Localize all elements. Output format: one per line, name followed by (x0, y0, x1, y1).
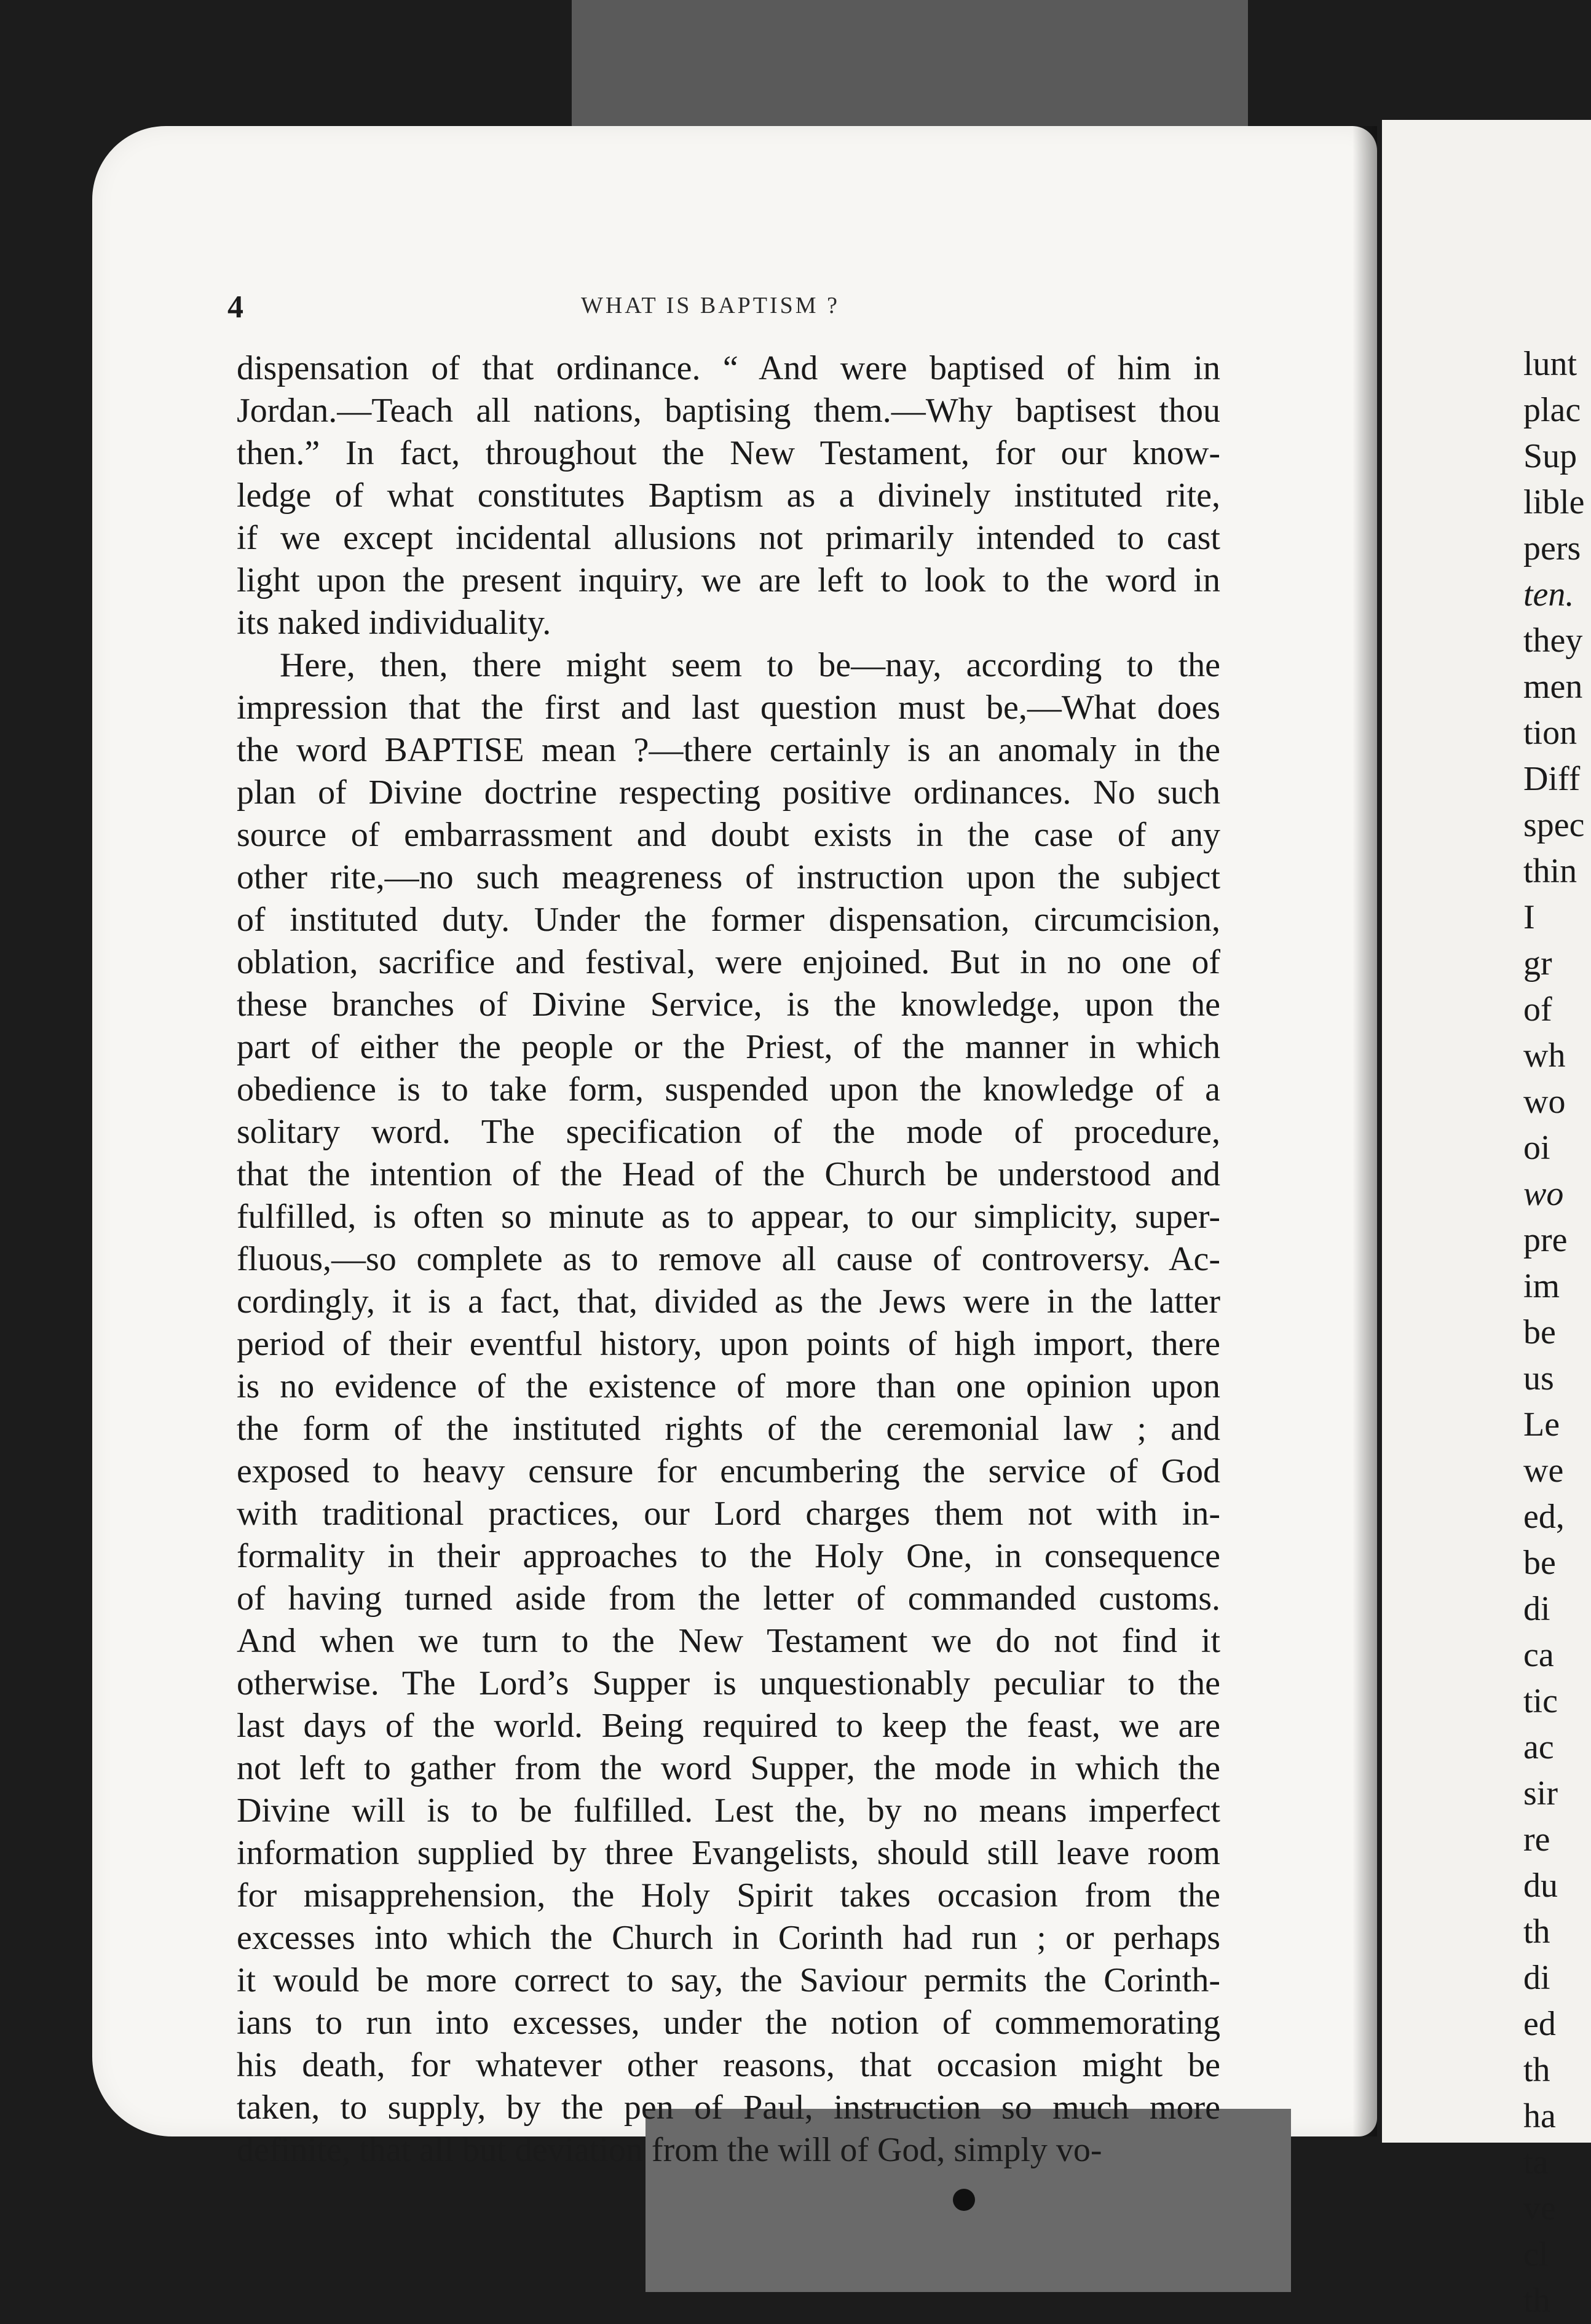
text-line: dispensation of that ordinance. “ And were baptised of him in (237, 349, 1220, 387)
text-line: period of their eventful history, upon points of high import, there (237, 1325, 1220, 1363)
right-page-fragment: of (1523, 990, 1552, 1029)
text-line: not left to gather from the word Supper, the mode in which the (237, 1749, 1220, 1787)
right-page-fragment: re (1523, 1820, 1550, 1859)
text-line: excesses into which the Church in Corinth had run ; or perhaps (237, 1919, 1220, 1957)
text-line: fulfilled, is often so minute as to appear, to our simplicity, super- (237, 1198, 1220, 1236)
right-page-fragment: wo (1523, 1083, 1566, 1121)
right-page-fragment: ac (1523, 1728, 1554, 1766)
right-page-fragment: sir (1523, 1774, 1558, 1812)
text-line: formality in their approaches to the Holy One, in consequence (237, 1537, 1220, 1575)
text-line: Jordan.—Teach all nations, baptising them.—Why baptisest thou (237, 392, 1220, 430)
running-head: WHAT IS BAPTISM ? (581, 293, 840, 318)
right-page-fragment: lible (1523, 483, 1585, 521)
page-number: 4 (227, 290, 243, 325)
body-text (237, 347, 1220, 2172)
text-line: ledge of what constitutes Baptism as a divinely instituted rite, (237, 476, 1220, 515)
right-page-fragment: oi (1523, 1129, 1550, 1167)
text-line: the word BAPTISE mean ?—there certainly is an anomaly in the (237, 731, 1220, 769)
right-page-fragment: im (1523, 1267, 1560, 1305)
right-page-fragment: ed, (1523, 1498, 1565, 1536)
right-page-fragment: th (1523, 2051, 1550, 2089)
right-page-fragment: pers (1523, 529, 1581, 567)
text-line: his death, for whatever other reasons, that occasion might be (237, 2046, 1220, 2084)
text-line: cordingly, it is a fact, that, divided as the Jews were in the latter (237, 1283, 1220, 1321)
right-page-fragment: th (1523, 2282, 1550, 2320)
right-page-fragment: I (1523, 898, 1535, 936)
page-gutter-shadow (1352, 126, 1377, 2136)
right-page-fragment: plac (1523, 391, 1581, 429)
text-line: its naked individuality. (237, 604, 551, 642)
text-line: these branches of Divine Service, is the knowledge, upon the (237, 986, 1220, 1024)
right-page-fragment: tic (1523, 1682, 1558, 1720)
text-line: otherwise. The Lord’s Supper is unquestionably peculiar to the (237, 1664, 1220, 1702)
text-line: exposed to heavy censure for encumbering the service of God (237, 1452, 1220, 1490)
text-line: obedience is to take form, suspended upon the knowledge of a (237, 1070, 1220, 1109)
text-line: oblation, sacrifice and festival, were enjoined. But in no one of (237, 943, 1220, 981)
text-line: with traditional practices, our Lord charges them not with in- (237, 1495, 1220, 1533)
right-page-fragment: thin (1523, 852, 1577, 890)
right-page-fragment: ha (1523, 2097, 1556, 2135)
film-strip-top (572, 0, 1248, 126)
right-page-fragment: us (1523, 1359, 1554, 1397)
right-page-fragment: ca (1523, 1636, 1554, 1674)
text-line: last days of the world. Being required to keep the feast, we are (237, 1707, 1220, 1745)
text-line: light upon the present inquiry, we are left to look to the word in (237, 561, 1220, 599)
text-line: of instituted duty. Under the former dispensation, circumcision, (237, 901, 1220, 939)
right-page-fragment: pre (1523, 1221, 1568, 1259)
text-line: of having turned aside from the letter of commanded customs. (237, 1579, 1220, 1618)
text-line: that the intention of the Head of the Church be understood and (237, 1155, 1220, 1193)
text-line: if we except incidental allusions not primarily intended to cast (237, 519, 1220, 557)
right-page-fragment: lunt (1523, 345, 1577, 383)
text-line: part of either the people or the Priest, of the manner in which (237, 1028, 1220, 1066)
right-page-fragment: be (1523, 1544, 1556, 1582)
right-page-fragment: Diff (1523, 760, 1581, 798)
right-page-text-fragments (1523, 341, 1591, 2324)
text-line: it would be more correct to say, the Saviour permits the Corinth- (237, 1961, 1220, 1999)
right-page-fragment: ta (1523, 2143, 1549, 2181)
text-line: is no evidence of the existence of more than one opinion upon (237, 1367, 1220, 1405)
right-page-fragment: gr (1523, 944, 1552, 982)
page-header (227, 277, 1236, 332)
text-line: fluous,—so complete as to remove all cause of controversy. Ac- (237, 1240, 1220, 1278)
text-line: plan of Divine doctrine respecting positive ordinances. No such (237, 773, 1220, 812)
right-page-fragment: wh (1523, 1037, 1566, 1075)
text-line: source of embarrassment and doubt exists in the case of any (237, 816, 1220, 854)
right-page-fragment: wo (1523, 1175, 1564, 1213)
right-page-fragment: we (1523, 1452, 1564, 1490)
text-line: solitary word. The specification of the mode of procedure, (237, 1113, 1220, 1151)
right-page-fragment: ten. (1523, 575, 1574, 614)
text-line: for misapprehension, the Holy Spirit takes occasion from the (237, 1876, 1220, 1915)
text-line: Here, then, there might seem to be—nay, according to the (280, 646, 1220, 684)
right-page-fragment: di (1523, 1959, 1550, 1997)
right-page-fragment: di (1523, 1590, 1550, 1628)
text-line: then.” In fact, throughout the New Testament, for our know- (237, 434, 1220, 472)
right-page-fragment: spec (1523, 806, 1585, 844)
right-page-fragment: Le (1523, 1405, 1560, 1444)
text-line: definite, that all but deviation from the will of God, simply vo- (237, 2131, 1102, 2169)
right-page-fragment: du (1523, 1867, 1558, 1905)
right-page-fragment: tion (1523, 714, 1577, 752)
right-page-fragment: th (1523, 1913, 1550, 1951)
right-page-fragment: ve (1523, 2189, 1556, 2227)
right-page-fragment: men (1523, 668, 1583, 706)
right-page-fragment: ed (1523, 2005, 1556, 2043)
right-page-fragment: be (1523, 1313, 1556, 1351)
text-line: other rite,—no such meagreness of instruction upon the subject (237, 858, 1220, 896)
right-page-fragment: they (1523, 622, 1583, 660)
text-line: taken, to supply, by the pen of Paul, instruction so much more (237, 2089, 1220, 2127)
text-line: impression that the first and last question must be,—What does (237, 689, 1220, 727)
right-page-fragment: Sup (1523, 437, 1577, 475)
right-page-fragment: cl (1523, 2235, 1549, 2274)
text-line: Divine will is to be fulfilled. Lest the, by no means imperfect (237, 1792, 1220, 1830)
text-line: the form of the instituted rights of the ceremonial law ; and (237, 1410, 1220, 1448)
text-line: ians to run into excesses, under the notion of commemorating (237, 2004, 1220, 2042)
text-line: And when we turn to the New Testament we do not find it (237, 1622, 1220, 1660)
film-punch-hole (953, 2189, 975, 2211)
text-line: information supplied by three Evangelists, should still leave room (237, 1834, 1220, 1872)
